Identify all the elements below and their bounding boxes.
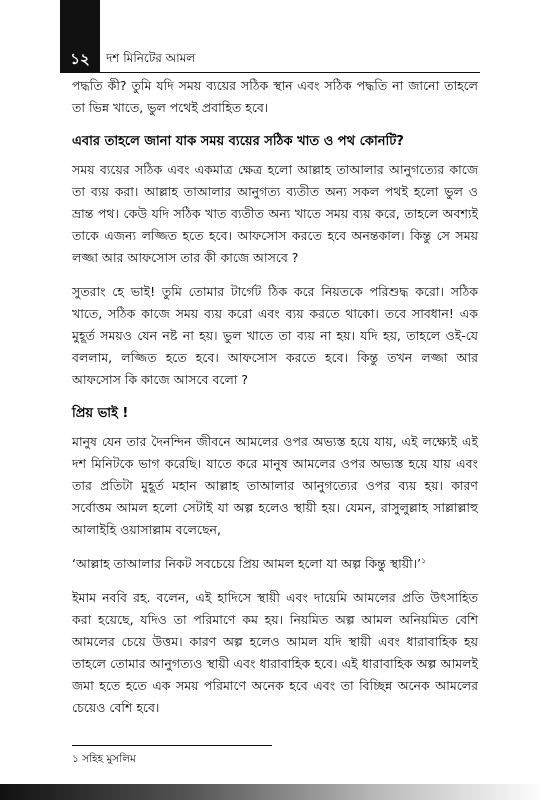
page-number: ১২ [70, 50, 90, 68]
page-body [72, 75, 478, 731]
paragraph-1: পদ্ধতি কী? তুমি যদি সময় ব্যয়ের সঠিক স্থান এবং সঠিক পদ্ধতি না জানো তাহলে তা ভিন্ন খাতে, ভুল পথেই প্রবাহিত হবে। [72, 78, 478, 115]
running-title: দশ মিনিটের আমল [106, 51, 196, 65]
paragraph-5: ইমাম নববি রহ. বলেন, এই হাদিসে স্থায়ী এবং দায়েমি আমলের প্রতি উৎসাহিত করা হয়েছে, যদিও তা পরিমাণে কম হয়। নিয়মিত অল্প আমল অনিয়মিত বেশি আমলের চেয়ে উত্তম। কারণ অল্প হলেও আমল যদি স্থায়ী এবং ধারাবাহিক হয় তাহলে তোমার আনুগত্যও স্থায়ী এবং ধারাবাহিক হবে। এই ধারাবাহিক অল্প আমলই জমা হতে হতে এক সময় পরিমাণে অনেক হবে এবং তা বিচ্ছিন্ন অনেক আমলের চেয়েও বেশি হবে। [72, 590, 478, 715]
footnote: ১ সহিহ মুসলিম [72, 753, 136, 765]
section-heading-1: এবার তাহলে জানা যাক সময় ব্যয়ের সঠিক খাত ও পথ কোনটি? [72, 134, 404, 149]
quote-text: ‘আল্লাহ তাআলার নিকট সবচেয়ে প্রিয় আমল হলো যা অল্প কিন্তু স্থায়ী।’ [72, 556, 422, 571]
header-divider [60, 72, 480, 73]
hadith-quote [72, 553, 478, 575]
paragraph-2: সময় ব্যয়ের সঠিক এবং একমাত্র ক্ষেত্র হলো আল্লাহ তাআলার আনুগত্যের কাজে তা ব্যয় করা। আল্লাহ তাআলার আনুগত্য ব্যতীত অন্য সকল পথই হলো ভুল ও ভ্রান্ত পথ। কেউ যদি সঠিক খাত ব্যতীত অন্য খাতে সময় ব্যয় করে, তাহলে অবশ্যই তাকে এজন্য লজ্জিত হতে হবে। আফসোস করতে হবে অনন্তকাল। কিন্তু সে সময় লজ্জা আর আফসোস তার কী কাজে আসবে ? [72, 162, 478, 265]
paragraph-4: মানুষ যেন তার দৈনন্দিন জীবনে আমলের ওপর অভ্যস্ত হয়ে যায়, এই লক্ষ্যেই এই দশ মিনিটকে ভাগ করেছি। যাতে করে মানুষ আমলের ওপর অভ্যস্ত হয়ে যায় এবং তার প্রতিটা মুহূর্ত মহান আল্লাহ তাআলার আনুগত্যের ওপর ব্যয় হয়। কারণ সর্বোত্তম আমল হলো সেটাই যা অল্প হলেও স্থায়ী হয়। যেমন, রাসুলুল্লাহ সাল্লাল্লাহু আলাইহি ওয়াসাল্লাম বলেছেন, [72, 434, 478, 537]
footnote-marker: ১ [421, 555, 427, 565]
footnote-divider [72, 745, 272, 746]
section-heading-2: প্রিয় ভাই ! [72, 406, 129, 421]
paragraph-3: সুতরাং হে ভাই! তুমি তোমার টার্গেট ঠিক করে নিয়তকে পরিশুদ্ধ করো। সঠিক খাতে, সঠিক কাজে সময় ব্যয় করো এবং ব্যয় করতে থাকো। তবে সাবধান! এক মুহূর্ত সময়ও যেন নষ্ট না হয়। ভুল খাতে তা ব্যয় না হয়। যদি হয়, তাহলে ওই-যে বললাম, লজ্জিত হতে হবে। আফসোস করতে হবে। কিন্তু তখন লজ্জা আর আফসোস কি কাজে আসবে বলো ? [72, 284, 478, 387]
bottom-gradient-bar [0, 784, 545, 800]
